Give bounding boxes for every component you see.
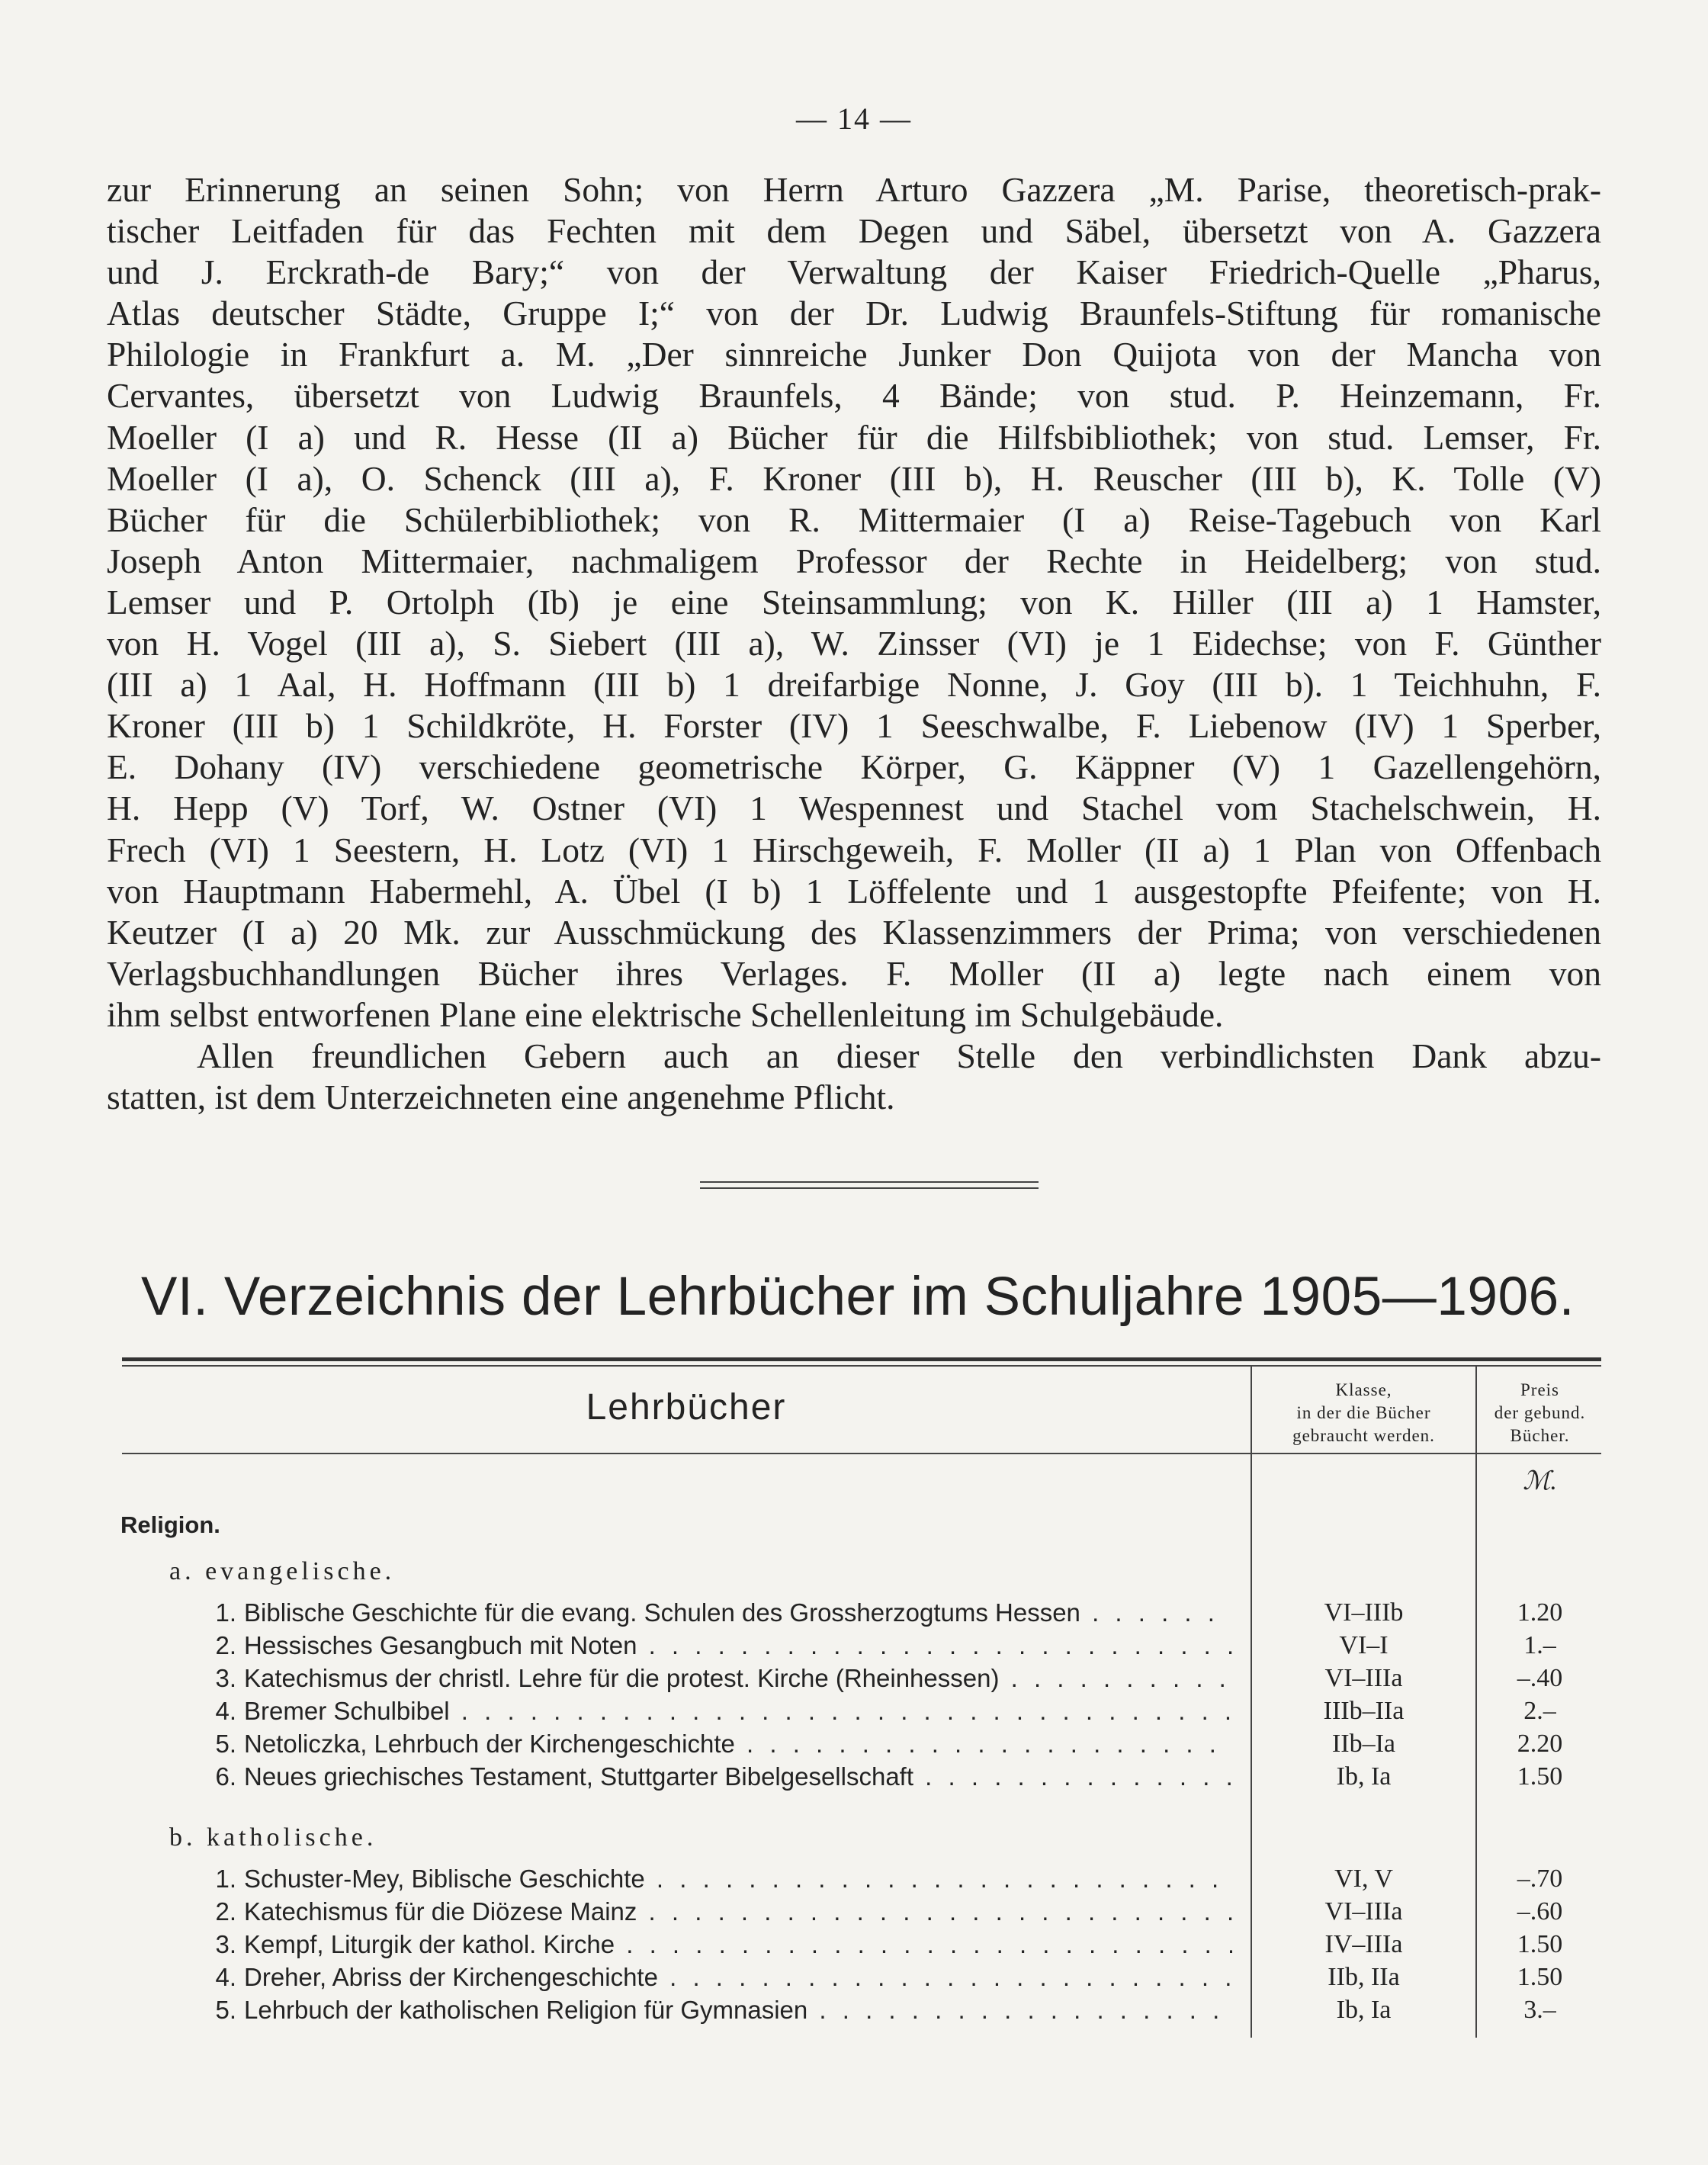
title-text: Lehrbuch der katholischen Religion für Gymnasien: [244, 1996, 808, 2024]
page-number: — 14 —: [796, 101, 912, 136]
text-line: ihm selbst entworfenen Plane eine elektrische Schellenleitung im Schulgebäude.: [107, 994, 1224, 1034]
text-line: Moeller (I a), O. Schenck (III a), F. Kroner (III b), H. Reuscher (III b), K. Tolle (V): [107, 458, 1601, 498]
text-line: (III a) 1 Aal, H. Hoffmann (III b) 1 dreifarbige Nonne, J. Goy (III b). 1 Teichhuhn, F.: [107, 665, 1601, 705]
preis-cell: –.40: [1517, 1664, 1563, 1692]
row-number: 5.: [215, 1996, 236, 2024]
text-line: Frech (VI) 1 Seestern, H. Lotz (VI) 1 Hirschgeweih, F. Moller (II a) 1 Plan von Offenbach: [107, 830, 1601, 869]
table-header-rule: [122, 1453, 1601, 1454]
subcategory-katholisch: b. katholische.: [169, 1823, 377, 1852]
row-number: 5.: [215, 1730, 236, 1758]
preis-cell: 3.–: [1523, 1996, 1556, 2024]
header-line: in der die Bücher: [1296, 1403, 1431, 1422]
preis-cell: 1.50: [1517, 1963, 1563, 1991]
table-row: [0, 1631, 1708, 1664]
text-line: und J. Erckrath-de Bary;“ von der Verwaltung der Kaiser Friedrich-Quelle „Pharus,: [107, 252, 1601, 292]
table-row: [0, 1996, 1708, 2028]
preis-cell: 1.50: [1517, 1762, 1563, 1791]
table-row: [0, 1963, 1708, 1996]
header-line: Preis: [1520, 1380, 1559, 1399]
klasse-cell: IIb–Ia: [1331, 1730, 1396, 1758]
text-line: Lemser und P. Ortolph (Ib) je eine Steinsammlung; von K. Hiller (III a) 1 Hamster,: [107, 582, 1601, 622]
text-line: Cervantes, übersetzt von Ludwig Braunfels, 4 Bände; von stud. P. Heinzemann, Fr.: [107, 376, 1601, 416]
row-number: 4.: [215, 1697, 236, 1725]
section-title: VI. Verzeichnis der Lehrbücher im Schuljahre 1905—1906.: [141, 1267, 1575, 1327]
table-top-rule: [122, 1365, 1601, 1367]
title-text: Kempf, Liturgik der kathol. Kirche: [244, 1930, 615, 1958]
text-line: Allen freundlichen Gebern auch an dieser Stelle den verbindlichsten Dank abzu-: [197, 1036, 1601, 1075]
klasse-cell: IIb, IIa: [1328, 1963, 1400, 1991]
table-top-rule: [122, 1357, 1601, 1361]
klasse-cell: VI, V: [1334, 1865, 1393, 1893]
table-row: [0, 1930, 1708, 1963]
text-line: H. Hepp (V) Torf, W. Ostner (VI) 1 Wespennest und Stachel vom Stachelschwein, H.: [107, 789, 1601, 828]
text-line: statten, ist dem Unterzeichneten eine angenehme Pflicht.: [107, 1078, 895, 1117]
preis-cell: –.60: [1517, 1897, 1563, 1926]
text-line: Atlas deutscher Städte, Gruppe I;“ von der Dr. Ludwig Braunfels-Stiftung für romanische: [107, 294, 1601, 333]
header-line: gebraucht werden.: [1292, 1426, 1435, 1445]
subcategory-evangelisch: a. evangelische.: [169, 1557, 396, 1585]
klasse-cell: IIIb–IIa: [1323, 1697, 1405, 1725]
title-text: Schuster-Mey, Biblische Geschichte: [244, 1865, 645, 1893]
book-title: [197, 1664, 1232, 1693]
title-text: Hessisches Gesangbuch mit Noten: [244, 1631, 637, 1659]
divider: [700, 1181, 1039, 1183]
text-line: von Hauptmann Habermehl, A. Übel (I b) 1 Löffelente und 1 ausgestopfte Pfeifente; von H.: [107, 871, 1601, 911]
table-row: [0, 1598, 1708, 1631]
book-title: [197, 1631, 1232, 1660]
text-line: Philologie in Frankfurt a. M. „Der sinnreiche Junker Don Quijota von der Mancha von: [107, 335, 1601, 374]
title-text: Biblische Geschichte für die evang. Schulen des Grossherzogtums Hessen: [244, 1598, 1080, 1627]
header-line: der gebund.: [1494, 1403, 1586, 1422]
table-row: [0, 1897, 1708, 1930]
text-line: E. Dohany (IV) verschiedene geometrische Körper, G. Käppner (V) 1 Gazellengehörn,: [107, 747, 1601, 787]
book-title: [197, 1996, 1232, 2025]
title-text: Bremer Schulbibel: [244, 1697, 450, 1725]
preis-cell: 1.50: [1517, 1930, 1563, 1958]
row-number: 4.: [215, 1963, 236, 1991]
title-text: Neues griechisches Testament, Stuttgarter Bibelgesellschaft: [244, 1762, 914, 1791]
klasse-cell: VI–IIIb: [1324, 1598, 1404, 1627]
row-number: 2.: [215, 1897, 236, 1926]
table-row: [0, 1697, 1708, 1730]
book-title: [197, 1762, 1232, 1791]
category-heading: Religion.: [120, 1511, 220, 1538]
row-number: 6.: [215, 1762, 236, 1791]
text-line: von H. Vogel (III a), S. Siebert (III a), W. Zinsser (VI) je 1 Eidechse; von F. Günther: [107, 624, 1601, 663]
book-title: [197, 1598, 1232, 1627]
text-line: Kroner (III b) 1 Schildkröte, H. Forster (IV) 1 Seeschwalbe, F. Liebenow (IV) 1 Sperber,: [107, 706, 1601, 746]
klasse-cell: VI–I: [1339, 1631, 1389, 1659]
klasse-cell: VI–IIIa: [1324, 1897, 1403, 1926]
title-text: Netoliczka, Lehrbuch der Kirchengeschichte: [244, 1730, 735, 1758]
preis-cell: 1.–: [1523, 1631, 1556, 1659]
table-header-klasse: [1252, 1379, 1475, 1447]
book-title: [197, 1865, 1232, 1894]
table-row: [0, 1664, 1708, 1697]
book-title: [197, 1897, 1232, 1926]
text-line: Verlagsbuchhandlungen Bücher ihres Verlages. F. Moller (II a) legte nach einem von: [107, 953, 1601, 993]
row-number: 3.: [215, 1664, 236, 1692]
header-line: Bücher.: [1510, 1426, 1570, 1445]
title-text: Katechismus für die Diözese Mainz: [244, 1897, 637, 1926]
book-title: [197, 1963, 1232, 1992]
row-number: 2.: [215, 1631, 236, 1659]
book-title: [197, 1930, 1232, 1959]
klasse-cell: VI–IIIa: [1324, 1664, 1403, 1692]
divider: [700, 1187, 1039, 1189]
text-line: Bücher für die Schülerbibliothek; von R. Mittermaier (I a) Reise-Tagebuch von Karl: [107, 499, 1601, 539]
preis-cell: 2.–: [1523, 1697, 1556, 1725]
header-line: Klasse,: [1335, 1380, 1392, 1399]
text-line: Moeller (I a) und R. Hesse (II a) Bücher für die Hilfsbibliothek; von stud. Lemser, Fr.: [107, 417, 1601, 457]
body-paragraph: [107, 169, 1601, 1118]
row-number: 1.: [215, 1598, 236, 1627]
title-text: Katechismus der christl. Lehre für die protest. Kirche (Rheinhessen): [244, 1664, 1000, 1692]
currency-symbol: ℳ.: [1523, 1467, 1557, 1495]
row-number: 3.: [215, 1930, 236, 1958]
table-row: [0, 1762, 1708, 1795]
preis-cell: –.70: [1517, 1865, 1563, 1893]
table-row: [0, 1865, 1708, 1897]
table-header-preis: [1477, 1379, 1603, 1447]
klasse-cell: Ib, Ia: [1336, 1996, 1392, 2024]
book-title: [197, 1697, 1232, 1726]
text-line: Joseph Anton Mittermaier, nachmaligem Professor der Rechte in Heidelberg; von stud.: [107, 541, 1601, 580]
table-header-lehrbuecher: Lehrbücher: [586, 1387, 787, 1428]
preis-cell: 2.20: [1517, 1730, 1563, 1758]
preis-cell: 1.20: [1517, 1598, 1563, 1627]
table-row: [0, 1730, 1708, 1762]
text-line: zur Erinnerung an seinen Sohn; von Herrn Arturo Gazzera „M. Parise, theoretisch-prak-: [107, 170, 1601, 209]
text-line: Keutzer (I a) 20 Mk. zur Ausschmückung des Klassenzimmers der Prima; von verschiedenen: [107, 912, 1601, 952]
text-line: tischer Leitfaden für das Fechten mit dem Degen und Säbel, übersetzt von A. Gazzera: [107, 211, 1601, 251]
row-number: 1.: [215, 1865, 236, 1893]
book-title: [197, 1730, 1232, 1759]
klasse-cell: Ib, Ia: [1336, 1762, 1392, 1791]
title-text: Dreher, Abriss der Kirchengeschichte: [244, 1963, 658, 1991]
klasse-cell: IV–IIIa: [1324, 1930, 1403, 1958]
